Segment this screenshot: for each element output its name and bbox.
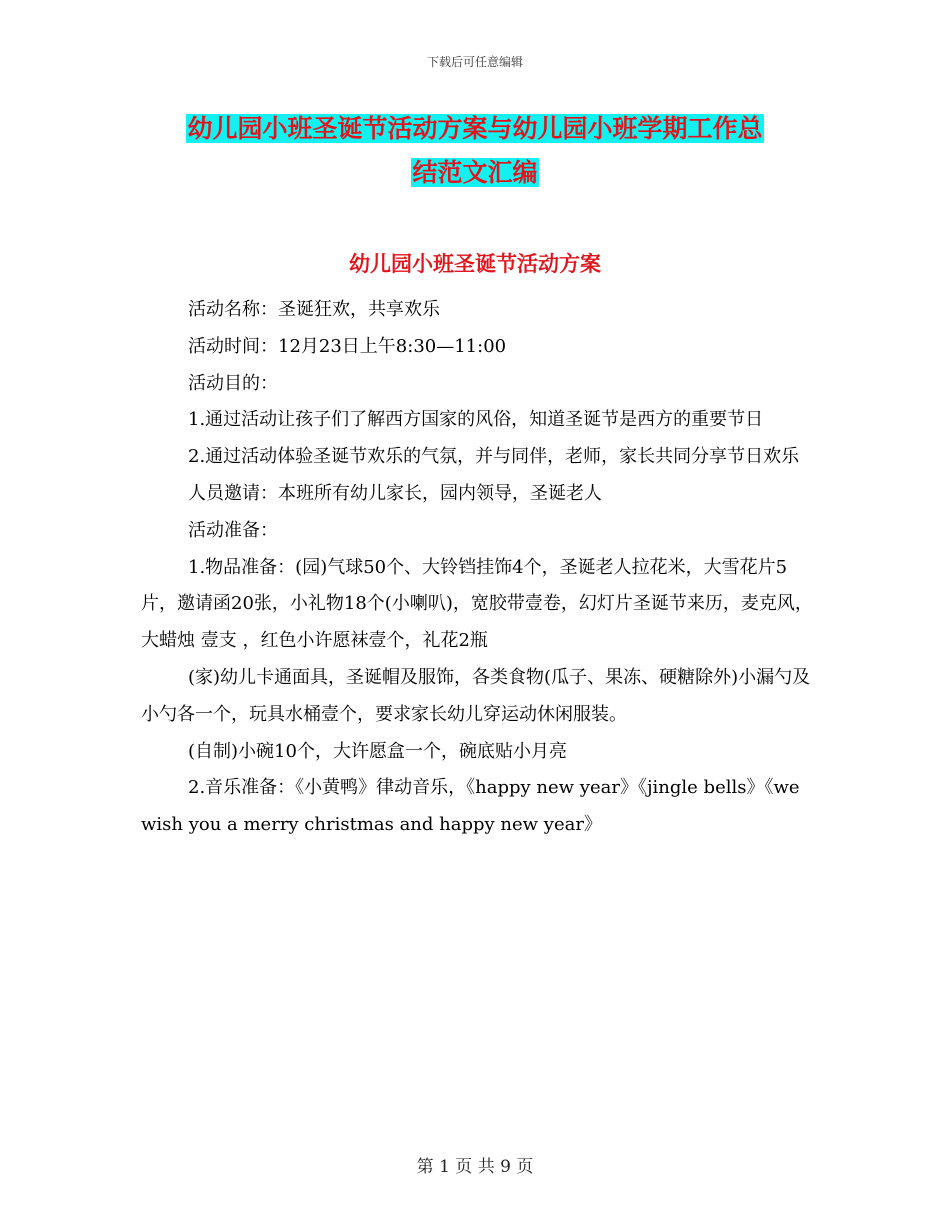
paragraph-items-handmade: (自制)小碗10个，大许愿盒一个，碗底贴小月亮: [188, 740, 567, 762]
header-note: 下载后可任意编辑: [426, 55, 523, 69]
title-highlight-1: 幼儿园小班圣诞节活动方案与幼儿园小班学期工作总: [187, 114, 763, 143]
document-title-line-2: [0, 156, 950, 190]
paragraph-preparation-heading: 活动准备：: [188, 519, 278, 541]
paragraph-activity-time: 活动时间：12月23日上午8:30—11:00: [188, 335, 507, 357]
paragraph-items-kindergarten: 1.物品准备：(园)气球50个、大铃铛挂饰4个，圣诞老人拉花米，大雪花片5片，邀请函20张，小礼物18个(小喇叭)，宽胶带壹卷，幻灯片圣诞节来历，麦克风，大蜡烛 壹支 ，红色小许愿袜壹个，礼花2瓶: [141, 556, 813, 652]
section-title: 幼儿园小班圣诞节活动方案: [349, 252, 601, 276]
document-body: [141, 292, 821, 844]
paragraph-activity-name: 活动名称：圣诞狂欢，共享欢乐: [188, 299, 440, 320]
title-highlight-2: 结范文汇编: [412, 158, 538, 187]
page-footer: 第 1 页 共 9 页: [416, 1157, 534, 1177]
paragraph-goal-1: 1.通过活动让孩子们了解西方国家的风俗，知道圣诞节是西方的重要节日: [188, 409, 764, 431]
paragraph-goal-2: 2.通过活动体验圣诞节欢乐的气氛，并与同伴，老师，家长共同分享节日欢乐: [188, 446, 800, 468]
paragraph-music: 2.音乐准备：《小黄鸭》律动音乐，《happy new year》《jingle bells》《we wish you a merry christmas and happy new year》: [141, 777, 800, 836]
paragraph-items-family: (家)幼儿卡通面具，圣诞帽及服饰，各类食物(瓜子、果冻、硬糖除外)小漏勺及小勺各一个，玩具水桶壹个，要求家长幼儿穿运动休闲服装。: [141, 666, 811, 725]
paragraph-invitees: 人员邀请：本班所有幼儿家长，园内领导，圣诞老人: [188, 482, 602, 504]
paragraph-activity-goal-heading: 活动目的：: [188, 372, 278, 394]
document-title-line-1: [0, 112, 950, 146]
